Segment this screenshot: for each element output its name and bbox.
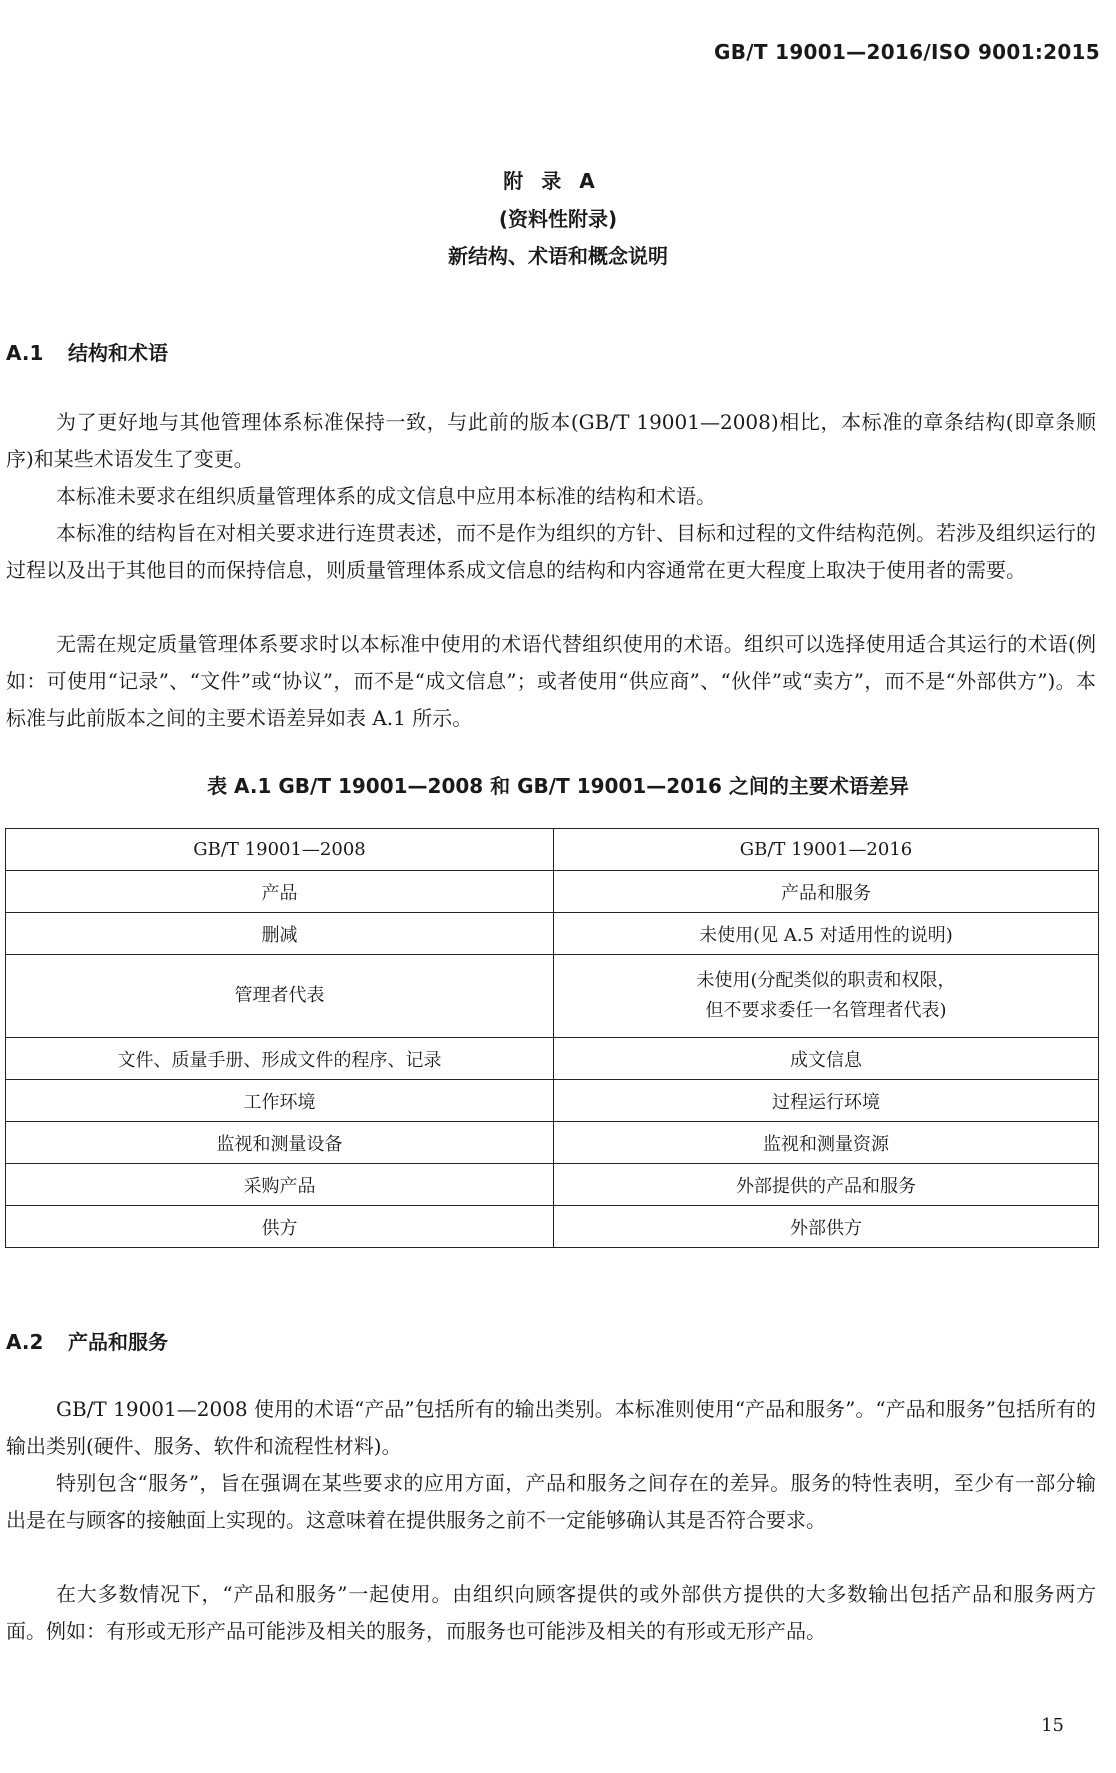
table-cell (554, 955, 1099, 1038)
terms-comparison-table (5, 828, 1099, 1248)
section-title: 产品和服务 (68, 1330, 168, 1354)
table-cell: 成文信息 (554, 1038, 1099, 1080)
paragraph: 特别包含“服务”，旨在强调在某些要求的应用方面，产品和服务之间存在的差异。服务的特性表明，至少有一部分输出是在与顾客的接触面上实现的。这意味着在提供服务之前不一定能够确认其是否符合要求。 (6, 1471, 1096, 1532)
column-header: GB/T 19001—2016 (554, 829, 1099, 871)
table-cell: 管理者代表 (6, 955, 554, 1038)
annex-subtitle: (资料性附录) (498, 207, 618, 231)
table-row (6, 913, 1099, 955)
table-row (6, 955, 1099, 1038)
column-header: GB/T 19001—2008 (6, 829, 554, 871)
paragraph: 本标准未要求在组织质量管理体系的成文信息中应用本标准的结构和术语。 (56, 484, 716, 508)
table-row (6, 1122, 1099, 1164)
table-cell: 外部提供的产品和服务 (554, 1164, 1099, 1206)
table-cell: 删减 (6, 913, 554, 955)
paragraph: 本标准的结构旨在对相关要求进行连贯表述，而不是作为组织的方针、目标和过程的文件结构范例。若涉及组织运行的过程以及出于其他目的而保持信息，则质量管理体系成文信息的结构和内容通常在更大程度上取决于使用者的需要。 (6, 521, 1096, 582)
section-number: A.1 (6, 341, 44, 365)
table-cell: 监视和测量资源 (554, 1122, 1099, 1164)
table-cell: 过程运行环境 (554, 1080, 1099, 1122)
standard-header: GB/T 19001—2016/ISO 9001:2015 (714, 40, 1100, 64)
paragraph: 无需在规定质量管理体系要求时以本标准中使用的术语代替组织使用的术语。组织可以选择使用适合其运行的术语(例如：可使用“记录”、“文件”或“协议”，而不是“成文信息”；或者使用“供应商”、“伙伴”或“卖方”，而不是“外部供方”)。本标准与此前版本之间的主要术语差异如表 A.1 所示。 (6, 632, 1096, 730)
cell-line: 但不要求委任一名管理者代表) (705, 1000, 947, 1021)
table-cell: 文件、质量手册、形成文件的程序、记录 (6, 1038, 554, 1080)
table-cell: 产品和服务 (554, 871, 1099, 913)
table-row (6, 871, 1099, 913)
table-row (6, 1080, 1099, 1122)
table-cell: 产品 (6, 871, 554, 913)
table-row (6, 1164, 1099, 1206)
table-caption: 表 A.1 GB/T 19001—2008 和 GB/T 19001—2016 之间的主要术语差异 (207, 774, 909, 798)
table-cell: 监视和测量设备 (6, 1122, 554, 1164)
table-cell: 供方 (6, 1206, 554, 1248)
section-heading-a2 (6, 1326, 168, 1355)
section-title: 结构和术语 (68, 341, 168, 365)
paragraph: GB/T 19001—2008 使用的术语“产品”包括所有的输出类别。本标准则使用“产品和服务”。“产品和服务”包括所有的输出类别(硬件、服务、软件和流程性材料)。 (6, 1397, 1096, 1458)
page-number: 15 (1041, 1715, 1064, 1736)
cell-line: 未使用(分配类似的职责和权限， (696, 970, 956, 991)
table-cell: 未使用(见 A.5 对适用性的说明) (554, 913, 1099, 955)
table-row (6, 1038, 1099, 1080)
section-number: A.2 (6, 1330, 44, 1354)
annex-title: 附录A (503, 169, 613, 193)
table-cell: 工作环境 (6, 1080, 554, 1122)
table-cell: 外部供方 (554, 1206, 1099, 1248)
section-heading-a1 (6, 337, 168, 366)
paragraph: 为了更好地与其他管理体系标准保持一致，与此前的版本(GB/T 19001—2008)相比，本标准的章条结构(即章条顺序)和某些术语发生了变更。 (6, 410, 1096, 471)
paragraph: 在大多数情况下，“产品和服务”一起使用。由组织向顾客提供的或外部供方提供的大多数输出包括产品和服务两方面。例如：有形或无形产品可能涉及相关的服务，而服务也可能涉及相关的有形或无形产品。 (6, 1582, 1096, 1643)
table-cell: 采购产品 (6, 1164, 554, 1206)
table-header-row (6, 829, 1099, 871)
table-row (6, 1206, 1099, 1248)
annex-heading: 新结构、术语和概念说明 (448, 244, 668, 268)
